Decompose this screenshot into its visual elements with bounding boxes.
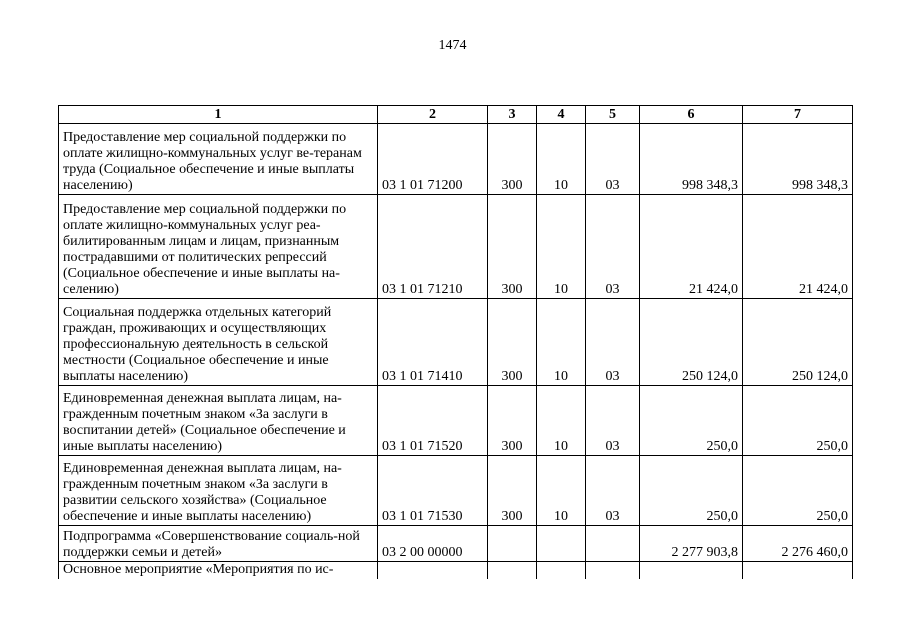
row-amount-col7 xyxy=(743,562,853,580)
table-row xyxy=(59,195,853,299)
row-description: Основное мероприятие «Мероприятия по ис- xyxy=(59,562,378,580)
row-section: 10 xyxy=(537,195,586,299)
row-section: 10 xyxy=(537,124,586,195)
page-number: 1474 xyxy=(438,38,467,53)
row-amount-col6: 998 348,3 xyxy=(640,124,743,195)
row-amount-col6: 250,0 xyxy=(640,456,743,526)
budget-table xyxy=(58,105,853,579)
table-row xyxy=(59,386,853,456)
table-row xyxy=(59,526,853,562)
row-code xyxy=(378,562,488,580)
row-amount-col6: 250,0 xyxy=(640,386,743,456)
row-expense-type xyxy=(488,562,537,580)
row-section xyxy=(537,526,586,562)
row-subsection: 03 xyxy=(586,456,640,526)
table-row xyxy=(59,456,853,526)
header-col-2: 2 xyxy=(378,106,488,124)
row-code: 03 1 01 71410 xyxy=(378,299,488,386)
table-row xyxy=(59,124,853,195)
row-amount-col7: 250,0 xyxy=(743,456,853,526)
row-description: Подпрограмма «Совершенствование социаль-ной поддержки семьи и детей» xyxy=(59,526,378,562)
row-description: Предоставление мер социальной поддержки по оплате жилищно-коммунальных услуг реа-билитированным лицам и лицам, признанным пострадавшими от политических репрессий (Социальное обеспечение и иные выплаты на-селению) xyxy=(59,195,378,299)
row-amount-col6: 250 124,0 xyxy=(640,299,743,386)
row-amount-col7: 250,0 xyxy=(743,386,853,456)
row-section: 10 xyxy=(537,299,586,386)
row-subsection: 03 xyxy=(586,299,640,386)
row-subsection xyxy=(586,562,640,580)
row-expense-type xyxy=(488,526,537,562)
row-subsection: 03 xyxy=(586,124,640,195)
row-amount-col6 xyxy=(640,562,743,580)
row-subsection: 03 xyxy=(586,386,640,456)
row-amount-col7: 2 276 460,0 xyxy=(743,526,853,562)
row-expense-type: 300 xyxy=(488,124,537,195)
row-subsection: 03 xyxy=(586,195,640,299)
row-section xyxy=(537,562,586,580)
header-col-6: 6 xyxy=(640,106,743,124)
row-expense-type: 300 xyxy=(488,195,537,299)
row-section: 10 xyxy=(537,456,586,526)
row-description: Социальная поддержка отдельных категорий граждан, проживающих и осуществляющих профессиональную деятельность в сельской местности (Социальное обеспечение и иные выплаты населению) xyxy=(59,299,378,386)
row-code: 03 1 01 71200 xyxy=(378,124,488,195)
table-header-row xyxy=(59,106,853,124)
header-col-4: 4 xyxy=(537,106,586,124)
row-description: Предоставление мер социальной поддержки по оплате жилищно-коммунальных услуг ве-теранам труда (Социальное обеспечение и иные выплаты населению) xyxy=(59,124,378,195)
row-description: Единовременная денежная выплата лицам, на-гражденным почетным знаком «За заслуги в воспитании детей» (Социальное обеспечение и иные выплаты населению) xyxy=(59,386,378,456)
row-amount-col6: 2 277 903,8 xyxy=(640,526,743,562)
row-code: 03 2 00 00000 xyxy=(378,526,488,562)
header-col-5: 5 xyxy=(586,106,640,124)
row-amount-col7: 250 124,0 xyxy=(743,299,853,386)
row-expense-type: 300 xyxy=(488,386,537,456)
row-amount-col7: 21 424,0 xyxy=(743,195,853,299)
row-code: 03 1 01 71520 xyxy=(378,386,488,456)
row-section: 10 xyxy=(537,386,586,456)
header-col-3: 3 xyxy=(488,106,537,124)
row-amount-col7: 998 348,3 xyxy=(743,124,853,195)
row-amount-col6: 21 424,0 xyxy=(640,195,743,299)
header-col-7: 7 xyxy=(743,106,853,124)
row-description: Единовременная денежная выплата лицам, на-гражденным почетным знаком «За заслуги в развитии сельского хозяйства» (Социальное обеспечение и иные выплаты населению) xyxy=(59,456,378,526)
row-subsection xyxy=(586,526,640,562)
row-code: 03 1 01 71210 xyxy=(378,195,488,299)
row-expense-type: 300 xyxy=(488,456,537,526)
row-expense-type: 300 xyxy=(488,299,537,386)
header-col-1: 1 xyxy=(59,106,378,124)
row-code: 03 1 01 71530 xyxy=(378,456,488,526)
table-row xyxy=(59,299,853,386)
table-row xyxy=(59,562,853,580)
